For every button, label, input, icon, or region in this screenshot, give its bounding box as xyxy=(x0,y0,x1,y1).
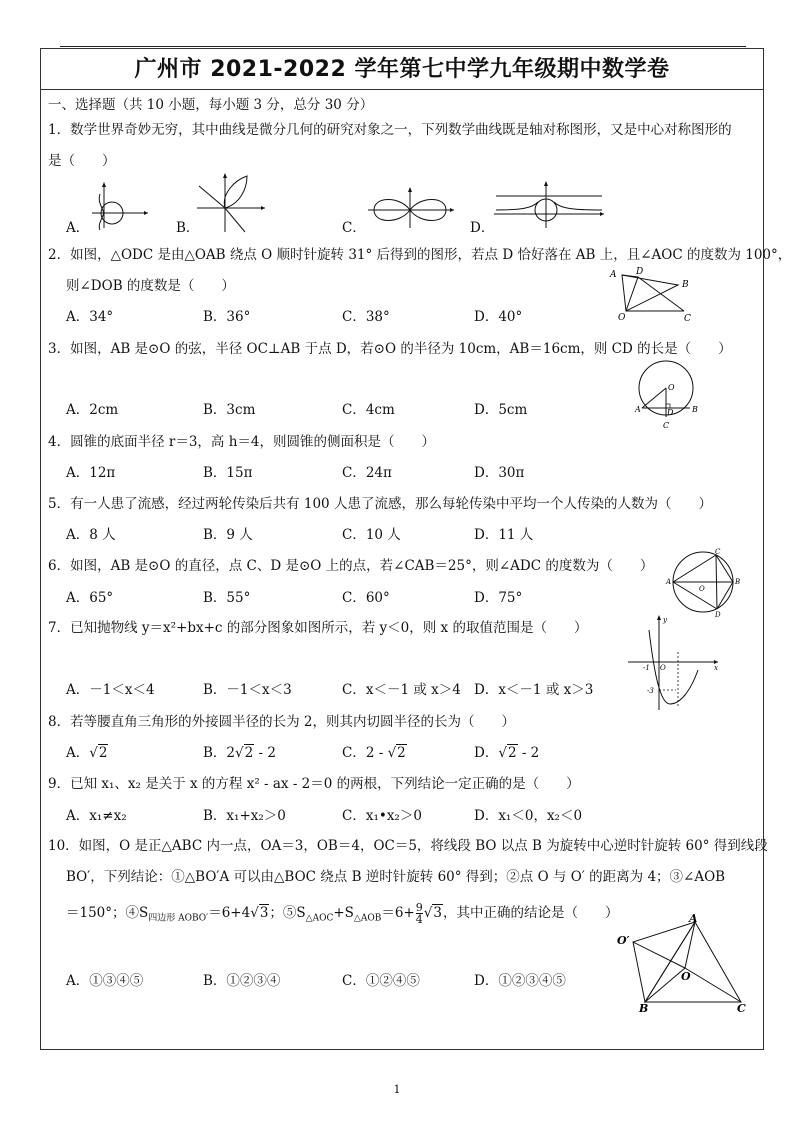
q2-text-2: 则∠DOB 的度数是（ ） xyxy=(66,278,235,294)
q1-figure-d xyxy=(492,180,606,230)
q9-option-a: A．x₁≠x₂ xyxy=(66,808,127,824)
page-number: 1 xyxy=(393,1083,401,1096)
q3-label-d: D xyxy=(667,408,674,417)
q5-text-1: 5．有一人患了流感，经过两轮传染后共有 100 人患了流感，那么每轮传染中平均一个人传染的人数为（ ） xyxy=(48,496,712,512)
q2-label-b: B xyxy=(682,280,689,290)
q3-option-c: C．4cm xyxy=(342,402,395,418)
q6-text-1: 6．如图，AB 是⊙O 的直径，点 C、D 是⊙O 上的点，若∠CAB＝25°，则∠ADC 的度数为（ ） xyxy=(48,558,654,574)
q6-label-b: B xyxy=(735,578,741,586)
q6-label-o: O xyxy=(699,585,705,593)
top-rule xyxy=(60,46,746,47)
q5-option-d: D．11 人 xyxy=(474,527,534,543)
q9-text-1: 9．已知 x₁、x₂ 是关于 x 的方程 x² - ax - 2＝0 的两根，下列结论一定正确的是（ ） xyxy=(48,776,580,792)
q6-figure xyxy=(665,548,743,620)
q2-option-b: B．36° xyxy=(203,309,251,325)
q1-figure-c xyxy=(366,186,456,230)
q1-option-b: B． xyxy=(176,220,200,236)
q2-label-d: D xyxy=(636,267,644,277)
q1-option-c: C． xyxy=(342,220,366,236)
section-heading: 一、选择题（共 10 小题，每小题 3 分，总分 30 分） xyxy=(48,97,374,113)
q6-option-d: D．75° xyxy=(474,590,523,606)
q10-label-c: C xyxy=(737,1002,746,1014)
q6-label-d: D xyxy=(715,611,721,619)
q1-option-a: A． xyxy=(66,220,90,236)
q2-text-1: 2．如图，△ODC 是由△OAB 绕点 O 顺时针旋转 31° 后得到的图形，若点 D 恰好落在 AB 上，且∠AOC 的度数为 100°， xyxy=(48,247,792,263)
q10-text-3: ＝150°；$④S_{四边形 AOBO'}=6+4√3$；$⑤S_{\triangle AOC}+S_{\triangle AOB}=6+$ $\frac{9}{4}$ √3，其中正确的结论是（ ） xyxy=(66,901,619,926)
q4-text-1: 4．圆锥的底面半径 r＝3，高 h＝4，则圆锥的侧面积是（ ） xyxy=(48,434,435,450)
q10-label-o: O xyxy=(681,970,691,983)
q7-option-d: D．x＜－1 或 x＞3 xyxy=(474,682,594,698)
exam-title: 广州市 2021-2022 学年第七中学九年级期中数学卷 xyxy=(40,50,764,90)
q7-option-b: B．－1＜x＜3 xyxy=(203,682,292,698)
q6-option-c: C．60° xyxy=(342,590,390,606)
q1-figure-b xyxy=(195,172,267,234)
q10-label-b: B xyxy=(639,1002,649,1014)
q10-label-a: A xyxy=(689,914,698,925)
q8-text-1: 8．若等腰直角三角形的外接圆半径的长为 2，则其内切圆半径的长为（ ） xyxy=(48,714,515,730)
q10-text-2: BO′，下列结论：①△BO′A 可以由△BOC 绕点 B 逆时针旋转 60° 得到；②点 O 与 O′ 的距离为 4；③∠AOB xyxy=(66,869,726,885)
q1-option-d: D． xyxy=(470,220,495,236)
q4-option-b: B．15π xyxy=(203,465,253,481)
q7-text-1: 7．已知抛物线 y＝x²+bx+c 的部分图象如图所示，若 y＜0，则 x 的取值范围是（ ） xyxy=(48,620,588,636)
q3-label-c: C xyxy=(663,421,670,430)
q10-option-c: C．①②④⑤ xyxy=(342,973,420,989)
q6-option-b: B．55° xyxy=(203,590,251,606)
q2-option-d: D．40° xyxy=(474,309,523,325)
q2-option-c: C．38° xyxy=(342,309,390,325)
q1-figure-a xyxy=(90,180,150,230)
q6-label-a: A xyxy=(666,578,672,586)
q7-label-minus1: -1 xyxy=(643,664,650,672)
q10-option-d: D．①②③④⑤ xyxy=(474,973,566,989)
q7-label-y: y xyxy=(663,616,667,624)
q7-label-minus3: -3 xyxy=(647,687,654,695)
q6-label-c: C xyxy=(715,548,721,556)
q3-label-b: B xyxy=(692,405,698,414)
q2-label-a: A xyxy=(610,270,617,280)
q10-option-a: A．①③④⑤ xyxy=(66,973,144,989)
q8-option-c: C．2 - √2 xyxy=(342,745,406,761)
q7-option-a: A．－1＜x＜4 xyxy=(66,682,155,698)
q8-option-d: D．√2 - 2 xyxy=(474,745,540,761)
q5-option-a: A．8 人 xyxy=(66,527,116,543)
q3-option-a: A．2cm xyxy=(66,402,119,418)
q9-option-c: C．x₁•x₂＞0 xyxy=(342,808,422,824)
q10-label-o-prime: O′ xyxy=(617,934,630,947)
q3-figure xyxy=(632,360,698,432)
q10-fraction: $\frac{9}{4}$ xyxy=(415,901,423,926)
q9-option-b: B．x₁+x₂＞0 xyxy=(203,808,286,824)
q7-label-x: x xyxy=(714,664,718,672)
q2-figure xyxy=(608,265,698,323)
q10-text-1: 10．如图，O 是正△ABC 内一点，OA＝3，OB＝4，OC＝5，将线段 BO 以点 B 为旋转中心逆时针旋转 60° 得到线段 xyxy=(48,838,768,854)
q7-figure xyxy=(626,612,722,712)
q4-option-c: C．24π xyxy=(342,465,392,481)
q10-option-b: B．①②③④ xyxy=(203,973,281,989)
q1-text-2: 是（ ） xyxy=(48,153,116,169)
q8-option-b: B．2√2 - 2 xyxy=(203,745,276,761)
q4-option-a: A．12π xyxy=(66,465,116,481)
q3-option-d: D．5cm xyxy=(474,402,528,418)
q3-option-b: B．3cm xyxy=(203,402,256,418)
q7-label-o: O xyxy=(660,664,666,672)
q1-text-1: 1．数学世界奇妙无穷，其中曲线是微分几何的研究对象之一，下列数学曲线既是轴对称图形，又是中心对称图形的 xyxy=(48,122,732,138)
q8-option-a: A．√2 xyxy=(66,745,108,761)
q3-label-a: A xyxy=(635,405,641,414)
q2-option-a: A．34° xyxy=(66,309,114,325)
q10-figure xyxy=(615,914,755,1014)
q2-label-c: C xyxy=(684,314,691,323)
q2-label-o: O xyxy=(618,313,626,323)
q3-text-1: 3．如图，AB 是⊙O 的弦，半径 OC⊥AB 于点 D，若⊙O 的半径为 10cm，AB＝16cm，则 CD 的长是（ ） xyxy=(48,341,732,357)
q5-option-b: B．9 人 xyxy=(203,527,253,543)
q6-option-a: A．65° xyxy=(66,590,114,606)
q5-option-c: C．10 人 xyxy=(342,527,401,543)
q7-option-c: C．x＜－1 或 x＞4 xyxy=(342,682,461,698)
q3-label-o: O xyxy=(668,383,675,392)
q4-option-d: D．30π xyxy=(474,465,525,481)
q9-option-d: D．x₁＜0，x₂＜0 xyxy=(474,808,583,824)
